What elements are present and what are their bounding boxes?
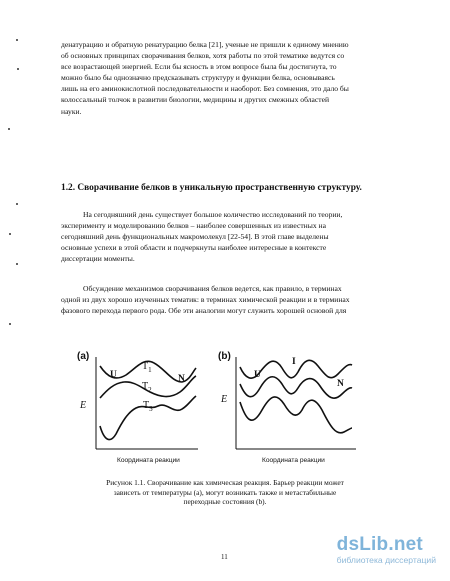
text-line: На сегодняшний день существует большое количество исследований по теории, xyxy=(83,210,343,219)
caption-line: зависеть от температуры (a), могут возникать также и метастабильные xyxy=(113,487,337,497)
text-line: науки. xyxy=(61,106,82,116)
label-native: N xyxy=(337,379,344,389)
text-line: Обсуждение механизмов сворачивания белков ведется, как правило, в терминах xyxy=(83,284,342,293)
label-intermediate: I xyxy=(292,357,296,367)
curve-lower xyxy=(240,397,352,433)
label-t1: $T_1$ xyxy=(142,361,152,374)
x-axis-caption: Координата реакции xyxy=(117,457,180,464)
text-line: фазового перехода первого рода. Обе эти аналогии могут служить хорошей основой для xyxy=(61,306,347,316)
text-line: сегодняшний день функциональных макромолекул [22-54]. В этой главе выделены xyxy=(61,232,329,242)
caption-line: Рисунок 1.1. Сворачивание как химическая реакция. Барьер реакции может xyxy=(106,478,344,487)
panel-a-label: (a) xyxy=(77,351,90,362)
energy-axis-label: E xyxy=(221,394,228,405)
text-line: об основных принципах сворачивания белков, хотя работы по этой тематике ведутся со xyxy=(61,51,345,61)
caption-line: переходные состояния (b). xyxy=(183,497,267,507)
label-unfolded: U xyxy=(254,370,261,380)
section-heading: 1.2. Сворачивание белков в уникальную пространственную структуру. xyxy=(61,183,362,193)
text-line: основные успехи в этой области и подчеркнуты наиболее интересные в контексте xyxy=(61,243,327,253)
panel-a xyxy=(77,351,198,464)
label-t2: $T_2$ xyxy=(142,381,152,394)
label-t3: $T_3$ xyxy=(143,400,153,413)
watermark xyxy=(337,535,436,566)
text-line: диссертации моменты. xyxy=(61,254,135,264)
figure-caption xyxy=(80,478,370,507)
text-line: все возрастающей энергией. Если бы ясность в этом вопросе была бы достигнута, то xyxy=(61,62,337,72)
energy-axis-label: E xyxy=(80,400,87,411)
watermark-subtitle: библиотека диссертаций xyxy=(336,555,436,565)
panel-b xyxy=(218,351,356,464)
text-line: эксперименту и моделированию белков – наиболее совершенных из известных на xyxy=(61,221,326,231)
label-unfolded: U xyxy=(110,370,117,380)
text-line: колоссальный толчок в развитии биологии, медицины и других смежных областей xyxy=(61,95,330,105)
text-line: можно было бы однозначно предсказывать структуру и функции белка, основываясь xyxy=(61,73,335,83)
x-axis-caption: Координата реакции xyxy=(262,457,325,464)
watermark-logo: dsLib.net xyxy=(336,534,423,555)
label-native: N xyxy=(178,374,185,384)
panel-b-label: (b) xyxy=(218,351,231,362)
text-line: одной из двух хорошо изученных тематик: в терминах химической реакции и в терминах xyxy=(61,295,350,305)
text-line: денатурацию и обратную ренатурацию белка [21], ученые не пришли к единому мнению xyxy=(61,40,349,49)
text-line: лишь на его аминокислотной последовательности и наоборот. Без сомнения, это дало бы xyxy=(61,84,349,94)
page-number: 11 xyxy=(221,553,228,561)
